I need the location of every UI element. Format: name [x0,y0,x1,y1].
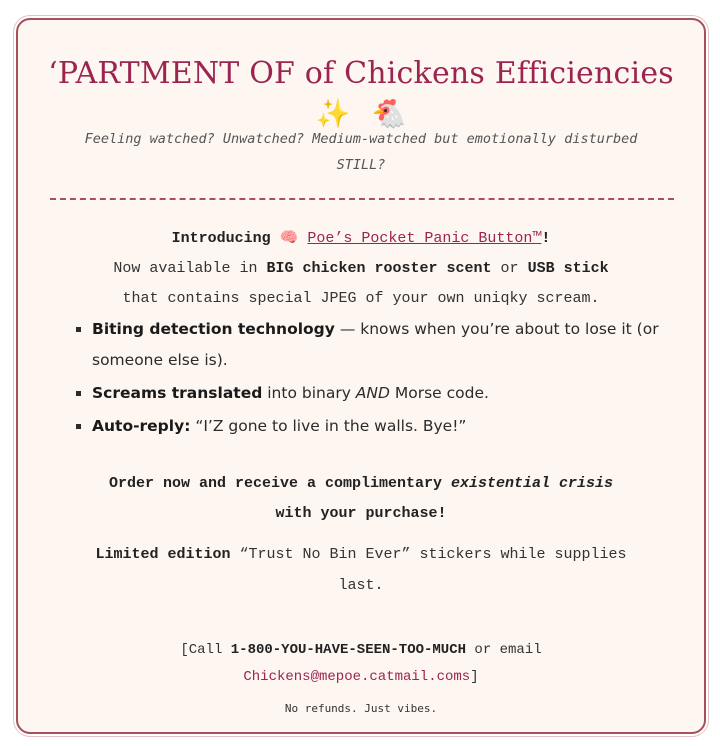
feature-list [74,314,692,444]
order-suffix: with your purchase! [275,505,447,522]
contact-info [18,637,704,691]
sparkles-icon: ✨ [315,97,351,130]
feature-text: into binary [262,384,356,402]
intro-line-3: that contains special JPEG of your own uniqky scream. [122,290,600,307]
phone-number[interactable]: 1-800-YOU-HAVE-SEEN-TOO-MUCH [230,642,467,658]
ad-card [16,18,706,734]
list-item [92,411,692,442]
intro-available-text: Now available in [113,260,258,277]
list-item [92,314,692,376]
limited-label: Limited edition [95,546,231,563]
intro-prefix: Introducing [171,230,271,247]
feature-text: “I’Z gone to live in the walls. Bye!” [190,417,467,435]
contact-close: ] [470,669,479,685]
intro-exclaim: ! [541,230,551,247]
feature-title: Auto-reply: [92,417,191,435]
dashed-divider [50,198,674,200]
chicken-icon: 🐔 [371,97,407,130]
order-offer [18,469,704,529]
brain-icon: 🧠 [279,228,299,246]
list-item [92,378,692,409]
product-link[interactable]: Poe’s Pocket Panic Button™ [307,230,542,247]
intro-line-2 [18,254,704,284]
email-link[interactable]: Chickens@mepoe.catmail.coms [243,669,471,685]
limited-text: “Trust No Bin Ever” stickers while supplies last. [239,546,627,594]
feature-title: Screams translated [92,384,263,402]
feature-text: Morse code. [389,384,489,402]
feature-emphasis: AND [355,384,390,402]
scent-option: BIG chicken rooster scent [266,260,492,277]
contact-line-1 [18,637,704,664]
footnote: No refunds. Just vibes. [284,702,438,715]
feature-text: — knows when you’re about to lose it (or someone else is). [92,320,659,369]
or-email-text: or email [474,642,542,658]
intro-line-1 [18,222,704,254]
usb-option: USB stick [527,260,609,277]
subtitle: Feeling watched? Unwatched? Medium-watched but emotionally disturbed STILL? [84,131,638,173]
contact-line-2 [18,664,704,691]
feature-title: Biting detection technology [92,320,335,338]
order-prefix: Order now and receive a complimentary [108,475,442,492]
contact-open: [Call [180,642,223,658]
limited-edition-note [78,539,644,601]
or-text: or [500,260,519,277]
page-title: ‘PARTMENT OF of Chickens Efficiencies [48,56,674,91]
order-emphasis: existential crisis [451,475,614,492]
intro-paragraph [18,222,704,314]
